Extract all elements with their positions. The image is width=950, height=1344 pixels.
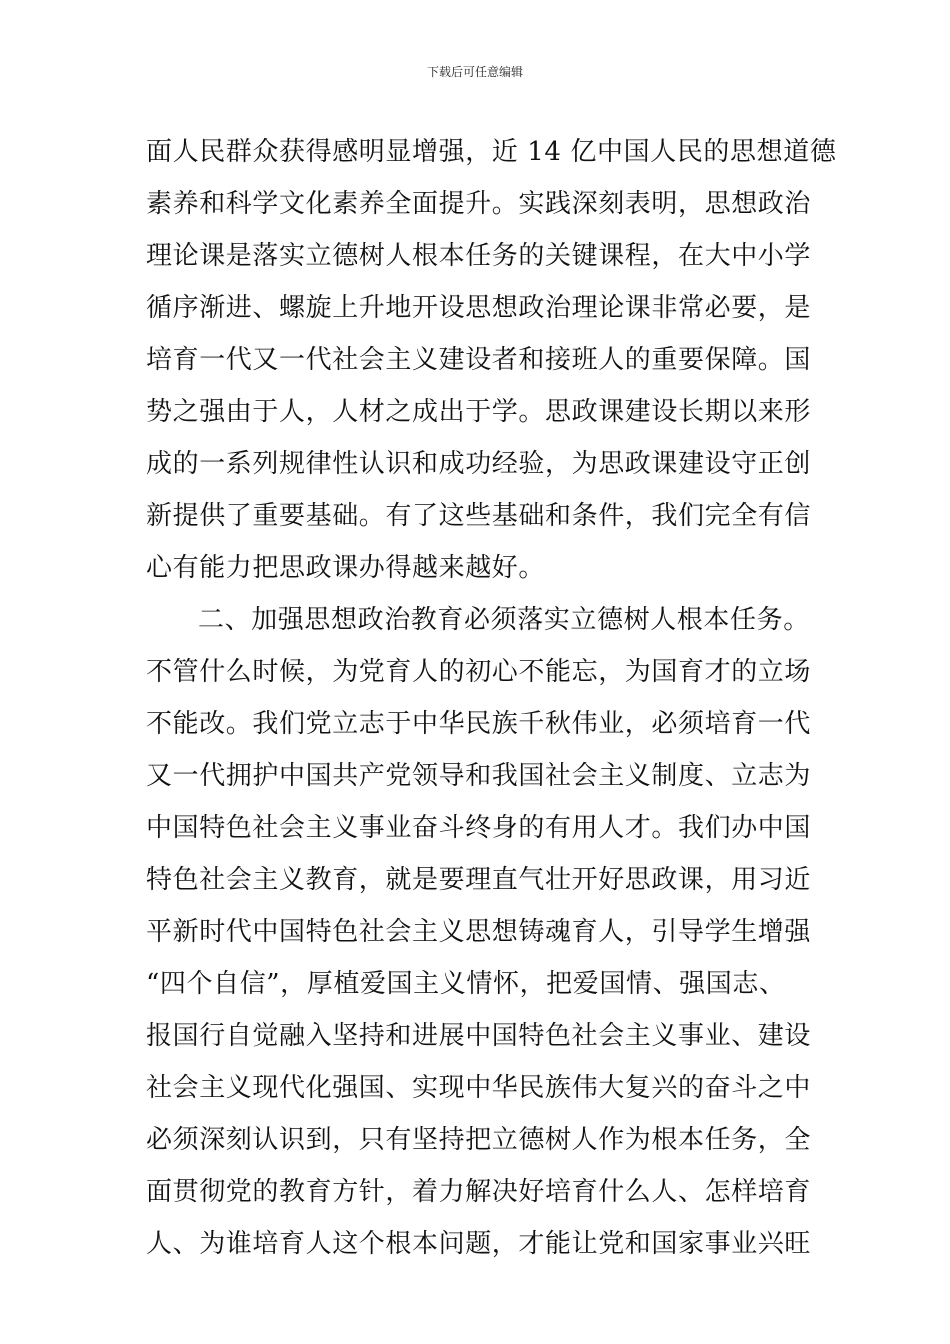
text-line: 成的一系列规律性认识和成功经验，为思政课建设守正创 — [146, 449, 812, 479]
text-line: 又一代拥护中国共产党领导和我国社会主义制度、立志为 — [146, 761, 812, 791]
text-line: 素养和科学文化素养全面提升。实践深刻表明，思想政治 — [146, 189, 812, 219]
document-body — [146, 126, 837, 1270]
text-line: 必须深刻认识到，只有坚持把立德树人作为根本任务，全 — [146, 1125, 812, 1155]
text-line: 特色社会主义教育，就是要理直气壮开好思政课，用习近 — [146, 865, 812, 895]
text-line: 理论课是落实立德树人根本任务的关键课程，在大中小学 — [146, 241, 812, 271]
text-line: 社会主义现代化强国、实现中华民族伟大复兴的奋斗之中 — [146, 1073, 812, 1103]
text-line: 不能改。我们党立志于中华民族千秋伟业，必须培育一代 — [146, 709, 812, 739]
text-line: 心有能力把思政课办得越来越好。 — [146, 553, 546, 583]
text-line: 不管什么时候，为党育人的初心不能忘，为国育才的立场 — [146, 657, 812, 687]
text-line: 新提供了重要基础。有了这些基础和条件，我们完全有信 — [146, 501, 812, 531]
text-line: 势之强由于人，人材之成出于学。思政课建设长期以来形 — [146, 397, 812, 427]
text-line: 循序渐进、螺旋上升地开设思想政治理论课非常必要，是 — [146, 293, 812, 323]
page-header: 下载后可任意编辑 — [426, 65, 523, 79]
text-line: 面人民群众获得感明显增强，近 14 亿中国人民的思想道德 — [146, 137, 837, 167]
text-line: 报国行自觉融入坚持和进展中国特色社会主义事业、建设 — [146, 1021, 812, 1051]
text-line: 面贯彻党的教育方针，着力解决好培育什么人、怎样培育 — [146, 1177, 812, 1207]
text-line: 中国特色社会主义事业奋斗终身的有用人才。我们办中国 — [146, 813, 812, 843]
section-heading-line: 二、加强思想政治教育必须落实立德树人根本任务。 — [198, 605, 810, 635]
text-line: 平新时代中国特色社会主义思想铸魂育人，引导学生增强 — [146, 917, 812, 947]
text-line: 人、为谁培育人这个根本问题，才能让党和国家事业兴旺 — [146, 1229, 812, 1259]
text-line: “四个自信”，厚植爱国主义情怀，把爱国情、强国志、 — [146, 969, 786, 999]
text-line: 培育一代又一代社会主义建设者和接班人的重要保障。国 — [146, 345, 812, 375]
